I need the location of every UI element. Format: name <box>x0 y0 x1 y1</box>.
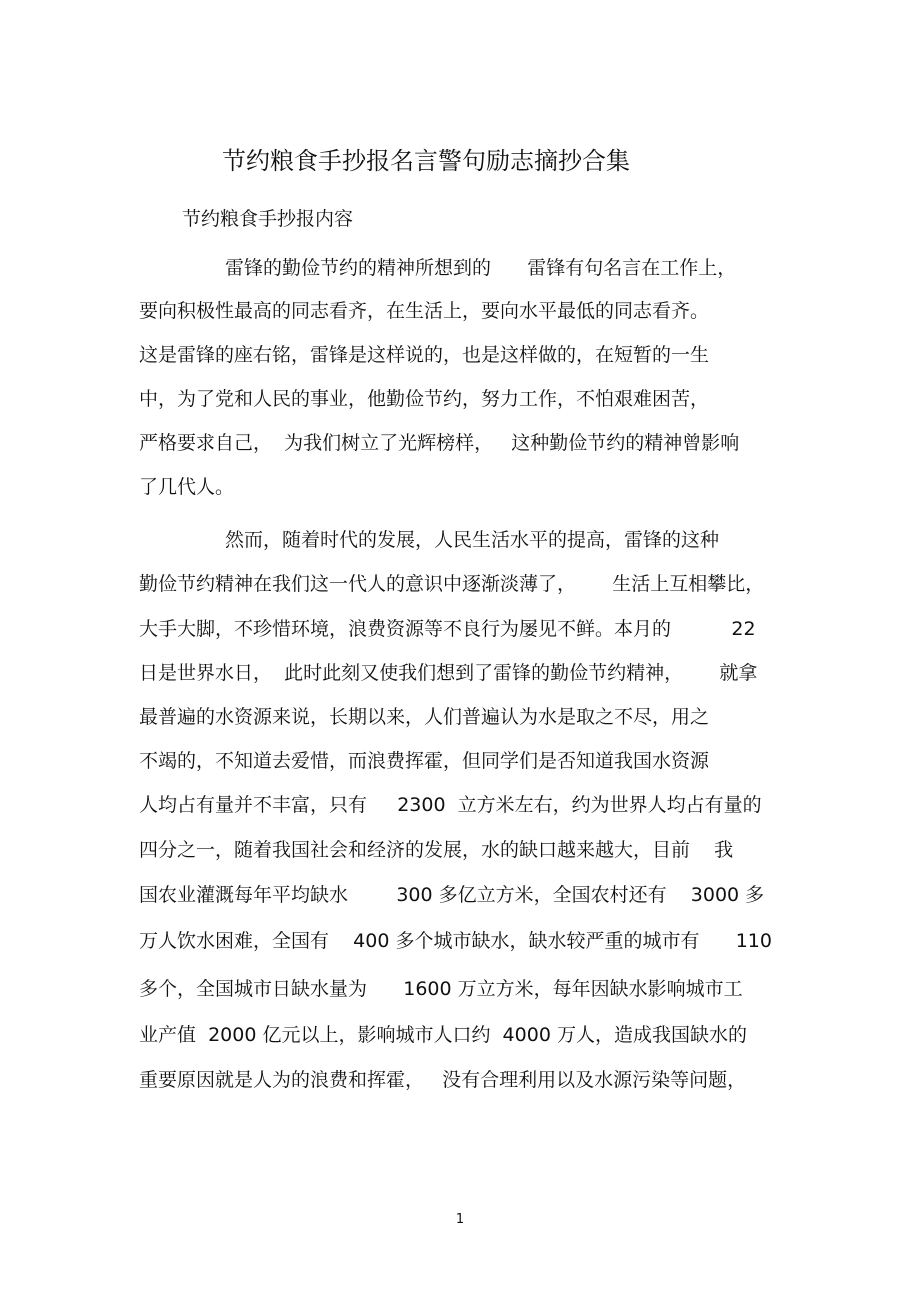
paragraph-2-line-7: 人均占有量并不丰富，只有 2300 立方米左右，约为世界人均占有量的 <box>139 794 762 816</box>
paragraph-2-line-12: 业产值 2000 亿元以上，影响城市人口约 4000 万人，造成我国缺水的 <box>139 1024 747 1046</box>
paragraph-1-line-5: 严格要求自己， 为我们树立了光辉榜样， 这种勤俭节约的精神曾影响 <box>139 432 740 454</box>
paragraph-1-line-2: 要向积极性最高的同志看齐，在生活上，要向水平最低的同志看齐。 <box>139 300 710 322</box>
paragraph-2-line-2: 勤俭节约精神在我们这一代人的意识中逐渐淡薄了， 生活上互相攀比， <box>139 573 765 595</box>
paragraph-2-line-10: 万人饮水困难，全国有 400 多个城市缺水，缺水较严重的城市有 110 <box>139 930 772 952</box>
paragraph-2-line-6: 不竭的，不知道去爱惜，而浪费挥霍，但同学们是否知道我国水资源 <box>139 750 710 772</box>
paragraph-2-line-4: 日是世界水日， 此时此刻又使我们想到了雷锋的勤俭节约精神， 就拿 <box>139 662 758 684</box>
document-title: 节约粮食手抄报名言警句励志摘抄合集 <box>222 147 630 175</box>
paragraph-2-line-8: 四分之一，随着我国社会和经济的发展，水的缺口越来越大，目前 我 <box>139 839 734 861</box>
paragraph-2-line-9: 国农业灌溉每年平均缺水 300 多亿立方米，全国农村还有 3000 多 <box>139 884 765 906</box>
paragraph-2-line-11: 多个，全国城市日缺水量为 1600 万立方米，每年因缺水影响城市工 <box>139 978 743 1000</box>
paragraph-2-line-5: 最普遍的水资源来说，长期以来，人们普遍认为水是取之不尽，用之 <box>139 706 710 728</box>
page-number: 1 <box>455 1212 465 1227</box>
paragraph-1-line-4: 中，为了党和人民的事业，他勤俭节约，努力工作，不怕艰难困苦， <box>139 388 710 410</box>
paragraph-1-line-3: 这是雷锋的座右铭，雷锋是这样说的，也是这样做的，在短暂的一生 <box>139 344 710 366</box>
document-subtitle: 节约粮食手抄报内容 <box>182 208 354 230</box>
paragraph-2-line-3: 大手大脚，不珍惜环境，浪费资源等不良行为屡见不鲜。本月的 22 <box>139 618 756 640</box>
paragraph-1-line-6: 了几代人。 <box>139 476 235 498</box>
paragraph-2-line-13: 重要原因就是人为的浪费和挥霍， 没有合理利用以及水源污染等问题， <box>139 1069 747 1091</box>
paragraph-1-line-1: 雷锋的勤俭节约的精神所想到的 雷锋有句名言在工作上， <box>225 257 737 279</box>
paragraph-2-line-1: 然而，随着时代的发展，人民生活水平的提高，雷锋的这种 <box>225 529 720 551</box>
